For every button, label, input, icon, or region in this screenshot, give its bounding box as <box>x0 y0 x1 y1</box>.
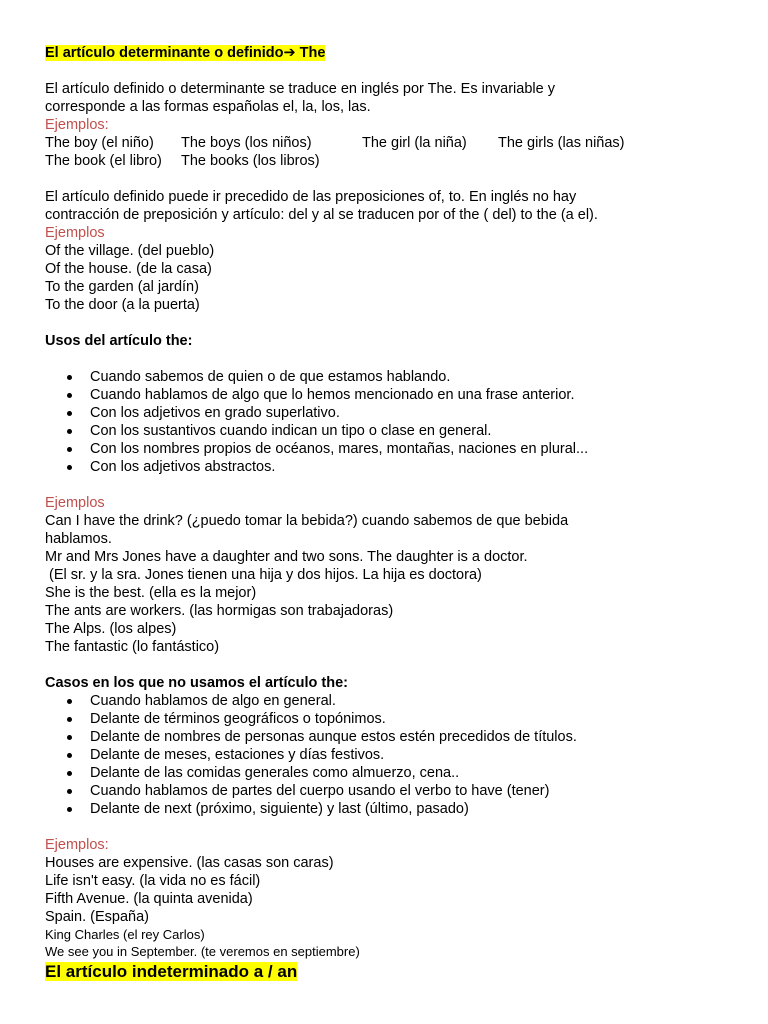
usos-example: Can I have the drink? (¿puedo tomar la bebida?) cuando sabemos de que bebida <box>45 513 569 529</box>
arrow-icon: ➔ <box>283 45 296 61</box>
list-item: Cuando hablamos de algo en general. <box>45 692 768 710</box>
example-item: The books (los libros) <box>181 153 320 169</box>
casos-list <box>45 692 768 818</box>
usos-example: The Alps. (los alpes) <box>45 621 177 637</box>
usos-example: hablamos. <box>45 531 112 547</box>
ejemplos-label: Ejemplos: <box>45 117 109 133</box>
list-item: Delante de meses, estaciones y días festivos. <box>45 746 768 764</box>
list-item: Con los nombres propios de océanos, mares, montañas, naciones en plural... <box>45 440 768 458</box>
ejemplos-label: Ejemplos <box>45 495 105 511</box>
prep-example: To the garden (al jardín) <box>45 279 199 295</box>
examples-row-2 <box>45 152 768 170</box>
ejemplos-label: Ejemplos <box>45 225 105 241</box>
example-item: The book (el libro) <box>45 153 162 169</box>
examples-row-1 <box>45 134 768 152</box>
list-item: Delante de las comidas generales como almuerzo, cena.. <box>45 764 768 782</box>
prep-line-2: contracción de preposición y artículo: del y al se traducen por of the ( del) to the (a el). <box>45 207 598 223</box>
example-item: The girls (las niñas) <box>498 135 625 151</box>
list-item: Con los adjetivos abstractos. <box>45 458 768 476</box>
casos-example: Houses are expensive. (las casas son caras) <box>45 855 334 871</box>
section-title-indefinite <box>45 961 768 983</box>
prep-example: To the door (a la puerta) <box>45 297 200 313</box>
casos-example-small: We see you in September. (te veremos en septiembre) <box>45 944 360 959</box>
example-item: The boys (los niños) <box>181 135 312 151</box>
prep-example: Of the house. (de la casa) <box>45 261 212 277</box>
example-item: The boy (el niño) <box>45 135 154 151</box>
list-item: Cuando hablamos de partes del cuerpo usando el verbo to have (tener) <box>45 782 768 800</box>
usos-example: Mr and Mrs Jones have a daughter and two sons. The daughter is a doctor. <box>45 549 528 565</box>
list-item: Delante de términos geográficos o topónimos. <box>45 710 768 728</box>
casos-example: Fifth Avenue. (la quinta avenida) <box>45 891 253 907</box>
usos-example: She is the best. (ella es la mejor) <box>45 585 257 601</box>
casos-example-small: King Charles (el rey Carlos) <box>45 927 205 942</box>
casos-heading: Casos en los que no usamos el artículo the: <box>45 675 348 691</box>
list-item: Delante de nombres de personas aunque estos estén precedidos de títulos. <box>45 728 768 746</box>
title-highlight: El artículo determinante o definido➔ The <box>45 45 326 61</box>
intro-line-1: El artículo definido o determinante se traduce en inglés por The. Es invariable y <box>45 81 555 97</box>
casos-example: Life isn't easy. (la vida no es fácil) <box>45 873 261 889</box>
list-item: Cuando hablamos de algo que lo hemos mencionado en una frase anterior. <box>45 386 768 404</box>
list-item: Cuando sabemos de quien o de que estamos hablando. <box>45 368 768 386</box>
usos-example: (El sr. y la sra. Jones tienen una hija y dos hijos. La hija es doctora) <box>45 567 482 583</box>
list-item: Con los adjetivos en grado superlativo. <box>45 404 768 422</box>
prep-line-1: El artículo definido puede ir precedido de las preposiciones of, to. En inglés no hay <box>45 189 577 205</box>
ejemplos-label: Ejemplos: <box>45 837 109 853</box>
title-highlight: El artículo indeterminado a / an <box>45 962 298 981</box>
usos-example: The fantastic (lo fantástico) <box>45 639 220 655</box>
list-item: Delante de next (próximo, siguiente) y last (último, pasado) <box>45 800 768 818</box>
usos-example: The ants are workers. (las hormigas son trabajadoras) <box>45 603 394 619</box>
usos-list <box>45 368 768 476</box>
intro-line-2: corresponde a las formas españolas el, la, los, las. <box>45 99 371 115</box>
section-title-definite <box>45 44 768 62</box>
usos-heading: Usos del artículo the: <box>45 333 193 349</box>
casos-example: Spain. (España) <box>45 909 149 925</box>
example-item: The girl (la niña) <box>362 135 467 151</box>
list-item: Con los sustantivos cuando indican un tipo o clase en general. <box>45 422 768 440</box>
prep-example: Of the village. (del pueblo) <box>45 243 215 259</box>
